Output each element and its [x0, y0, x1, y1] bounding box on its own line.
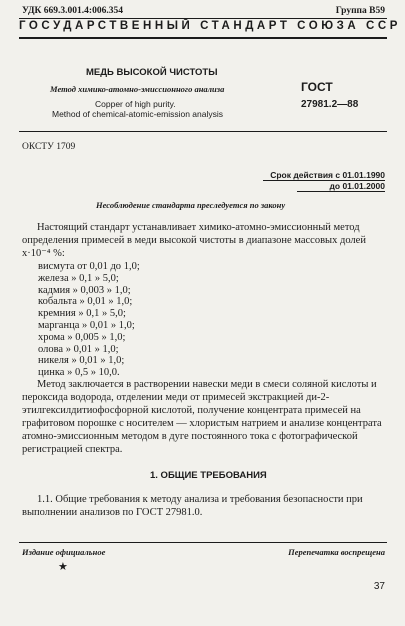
element-row: марганца » 0,01 » 1,0; [38, 319, 135, 331]
method-paragraph: Метод заключается в растворении навески меди в смеси соляной кислоты и пероксида водорода, отделении меди от примесей экстракцией ди-2-этилгексилдитиофосфорной кислотой, получение концентрата примесей на графитовом порошке с носителем — хлористым натрием и анализе концентрата атомно-эмиссионным методом в дуге постоянного тока с фотографической регистрацией спектра. [22, 379, 382, 455]
top-rule-thin [19, 18, 387, 19]
general-requirements-paragraph: 1.1. Общие требования к методу анализа и требования безопасности при выполнении анализов по ГОСТ 27981.0. [22, 494, 363, 518]
element-list [38, 260, 140, 378]
element-row: висмута от 0,01 до 1,0; [38, 261, 140, 272]
gost-label: ГОСТ [301, 80, 333, 94]
element-row: кадмия » 0,003 » 1,0; [38, 284, 131, 296]
element-row: цинка » 0,5 » 10,0. [38, 367, 120, 379]
section-heading: 1. ОБЩИЕ ТРЕБОВАНИЯ [150, 470, 267, 481]
intro-paragraph: Настоящий стандарт устанавливает химико-атомно-эмиссионный метод определения примесей в меди высокой чистоты в диапазоне массовых долей x·10⁻⁴ %: [22, 222, 366, 259]
english-method-title: Method of chemical-atomic-emission analysis [52, 109, 224, 119]
udk-code: УДК 669.3.001.4:006.354 [22, 6, 123, 16]
star-icon: ★ [58, 561, 68, 573]
element-row: железа » 0,1 » 5,0; [38, 272, 119, 284]
element-row: кремния » 0,1 » 5,0; [38, 308, 126, 320]
element-row: хрома » 0,005 » 1,0; [38, 331, 126, 343]
english-title: Copper of high purity. [95, 99, 176, 109]
element-row: кобальта » 0,01 » 1,0; [38, 296, 133, 308]
group-code: Группа В59 [335, 6, 385, 16]
banner-rule-thick [19, 37, 387, 39]
element-row: олова » 0,01 » 1,0; [38, 343, 119, 355]
legal-notice: Несоблюдение стандарта преследуется по закону [96, 200, 286, 210]
okstu-code: ОКСТУ 1709 [22, 142, 76, 152]
gost-number: 27981.2—88 [301, 99, 359, 110]
element-row: никеля » 0,01 » 1,0; [38, 355, 125, 367]
reprint-prohibited-label: Перепечатка воспрещена [288, 547, 385, 557]
state-standard-banner: ГОСУДАРСТВЕННЫЙ СТАНДАРТ СОЮЗА ССР [19, 20, 401, 32]
document-title: МЕДЬ ВЫСОКОЙ ЧИСТОТЫ [86, 67, 218, 78]
validity-start: Срок действия с 01.01.1990 [270, 170, 385, 180]
validity-rule-2 [297, 191, 385, 192]
footer-rule [19, 542, 387, 543]
method-title: Метод химико-атомно-эмиссионного анализа [50, 84, 225, 94]
validity-end: до 01.01.2000 [329, 181, 385, 191]
official-edition-label: Издание официальное [22, 547, 106, 557]
page-number: 37 [373, 581, 385, 592]
title-divider [19, 131, 387, 132]
